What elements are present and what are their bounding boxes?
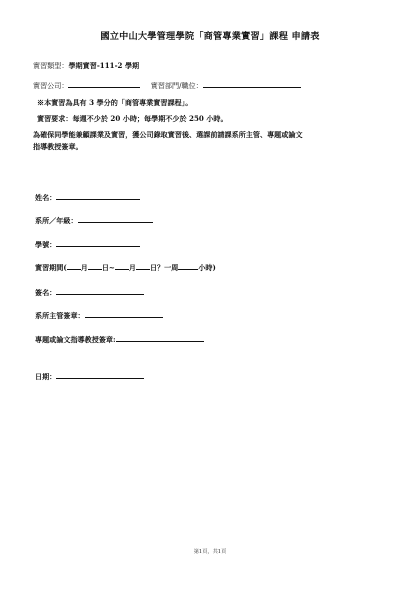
company-label: 實習公司： (33, 81, 69, 90)
period-hours-text: 小時) (198, 263, 216, 272)
page-title: 國立中山大學管理學院「商管專業實習」課程 申請表 (100, 31, 320, 42)
approval-note-line1: 為確保同學能兼顧課業及實習，獲公司錄取實習後、選課前請課系所主管、專題或論文 (33, 130, 303, 139)
period-label: 實習期間( (35, 263, 67, 272)
internship-type-row (33, 61, 139, 70)
end-month-blank[interactable] (115, 262, 129, 270)
student-id-label: 學號： (35, 240, 57, 249)
date-field (35, 371, 144, 381)
period-day-range-text: 日~ (101, 263, 115, 272)
company-blank[interactable] (68, 80, 140, 88)
period-month-text: 月 (80, 263, 88, 272)
weekly-hours-blank[interactable] (178, 262, 198, 270)
dept-head-blank[interactable] (85, 310, 163, 318)
name-label: 姓名： (35, 193, 57, 202)
hours-requirement: 實習要求：每週不少於 20 小時；每學期不少於 250 小時。 (37, 114, 228, 123)
start-day-blank[interactable] (88, 262, 102, 270)
signature-label: 簽名： (35, 288, 57, 297)
period-week-text: 日？一周 (149, 263, 179, 272)
page-number: 第1頁，共1頁 (193, 549, 227, 555)
name-blank[interactable] (56, 192, 140, 200)
dept-head-label: 系所主管簽章： (35, 311, 85, 320)
dept-grade-blank[interactable] (78, 215, 153, 223)
end-day-blank[interactable] (136, 262, 150, 270)
dept-head-field (35, 310, 163, 320)
dept-grade-label: 系所／年級： (35, 216, 78, 225)
signature-field (35, 287, 144, 297)
approval-note-line2: 指導教授簽章。 (33, 142, 83, 151)
internship-type-label: 實習類型： (33, 61, 69, 70)
student-id-blank[interactable] (56, 239, 140, 247)
advisor-field (35, 334, 204, 344)
name-field (35, 192, 140, 202)
date-blank[interactable] (56, 371, 144, 379)
dept-position-blank[interactable] (203, 80, 301, 88)
dept-position-label: 實習部門/職位： (150, 81, 203, 90)
credit-note: ※本實習為具有 3 學分的「商管專業實習課程」。 (37, 98, 193, 107)
date-label: 日期： (35, 372, 57, 381)
advisor-blank[interactable] (116, 334, 204, 342)
signature-blank[interactable] (56, 287, 144, 295)
start-month-blank[interactable] (67, 262, 81, 270)
period-end-month-text: 月 (128, 263, 136, 272)
dept-grade-field (35, 215, 153, 225)
company-row (33, 80, 301, 90)
advisor-label: 專題或論文指導教授簽章: (35, 335, 116, 344)
student-id-field (35, 239, 140, 249)
internship-type-value: 學期實習-111-2 學期 (68, 61, 140, 70)
period-field (35, 262, 216, 272)
